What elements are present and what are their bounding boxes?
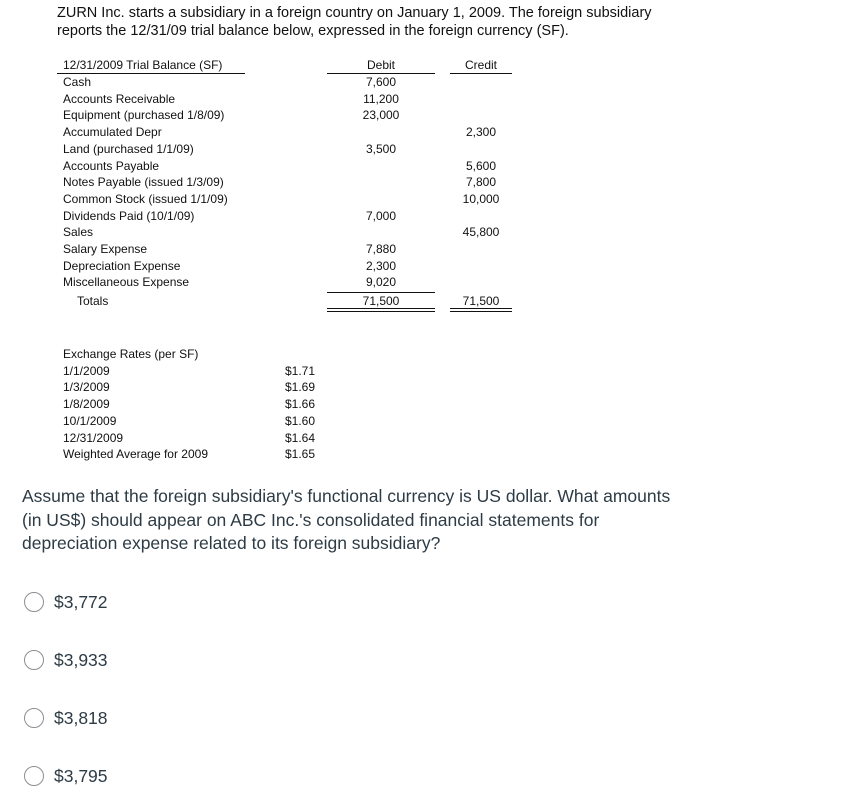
intro-line-2: reports the 12/31/09 trial balance below, expressed in the foreign currency (SF). [57,23,569,39]
account-label: Miscellaneous Expense [63,275,190,290]
answer-option-label[interactable]: $3,772 [54,591,108,612]
account-label: Notes Payable (issued 1/3/09) [63,175,224,190]
rate-value: $1.66 [284,397,315,412]
totals-double-rule-debit [327,308,435,312]
radio-button[interactable] [24,766,44,786]
answer-option-label[interactable]: $3,795 [54,765,108,786]
exchange-rates-title: Exchange Rates (per SF) [63,347,199,361]
radio-button[interactable] [24,592,44,612]
debit-value: 2,300 [365,258,397,273]
question-line-1: Assume that the foreign subsidiary's functional currency is US dollar. What amounts [22,486,671,506]
question-line-2: (in US$) should appear on ABC Inc.'s consolidated financial statements for [22,509,600,530]
answer-option-1[interactable] [24,590,108,614]
credit-header-rule [450,73,512,74]
trial-balance-title: 12/31/2009 Trial Balance (SF) [63,58,223,72]
question-text [22,485,822,556]
account-label: Sales [63,225,94,240]
radio-button[interactable] [24,650,44,670]
rate-value: $1.65 [284,447,315,462]
account-label: Equipment (purchased 1/8/09) [63,108,225,123]
totals-label: Totals [77,294,109,308]
account-label: Accounts Receivable [63,91,176,106]
debit-value: 7,880 [365,242,397,256]
debit-value: 7,600 [365,75,397,89]
answer-option-3[interactable] [24,706,108,730]
debit-value: 3,500 [365,141,397,156]
rate-date: 10/1/2009 [63,413,117,428]
credit-value: 45,800 [462,225,500,240]
totals-credit-value: 71,500 [462,294,500,308]
rate-date: Weighted Average for 2009 [63,447,208,462]
answer-option-label[interactable]: $3,933 [54,649,108,670]
question-line-3: depreciation expense related to its foreign subsidiary? [22,533,441,553]
radio-button[interactable] [24,708,44,728]
debit-value: 23,000 [362,108,400,123]
rate-value: $1.60 [284,413,315,428]
rate-date: 1/1/2009 [63,363,110,378]
account-label: Common Stock (issued 1/1/09) [63,191,228,206]
intro-line-1: ZURN Inc. starts a subsidiary in a foreign country on January 1, 2009. The foreign subsidiary [57,5,652,21]
account-label: Dividends Paid (10/1/09) [63,208,195,223]
totals-double-rule-credit [450,308,512,312]
credit-column-header: Credit [464,58,497,72]
debit-column-header: Debit [366,58,395,72]
rate-date: 1/3/2009 [63,380,110,395]
credit-value: 2,300 [465,125,497,140]
debit-value: 9,020 [365,275,397,290]
problem-intro [57,4,837,40]
answer-option-4[interactable] [24,764,108,788]
account-label: Accounts Payable [63,158,160,173]
account-label: Depreciation Expense [63,258,181,273]
credit-value: 7,800 [465,175,497,190]
trial-balance-header [57,58,245,74]
account-label: Land (purchased 1/1/09) [63,141,194,156]
rate-value: $1.64 [284,430,315,445]
account-label: Salary Expense [63,242,148,256]
credit-value: 5,600 [465,158,497,173]
rate-date: 1/8/2009 [63,397,110,412]
rate-date: 12/31/2009 [63,430,124,445]
rate-value: $1.71 [284,363,315,378]
debit-value: 7,000 [365,208,397,223]
answer-option-2[interactable] [24,648,108,672]
totals-debit-value: 71,500 [362,294,400,308]
credit-value: 10,000 [462,191,500,206]
rate-value: $1.69 [284,380,315,395]
answer-option-label[interactable]: $3,818 [54,707,108,728]
account-label: Accumulated Depr [63,125,162,140]
debit-value: 11,200 [363,91,399,106]
account-label: Cash [63,75,92,89]
